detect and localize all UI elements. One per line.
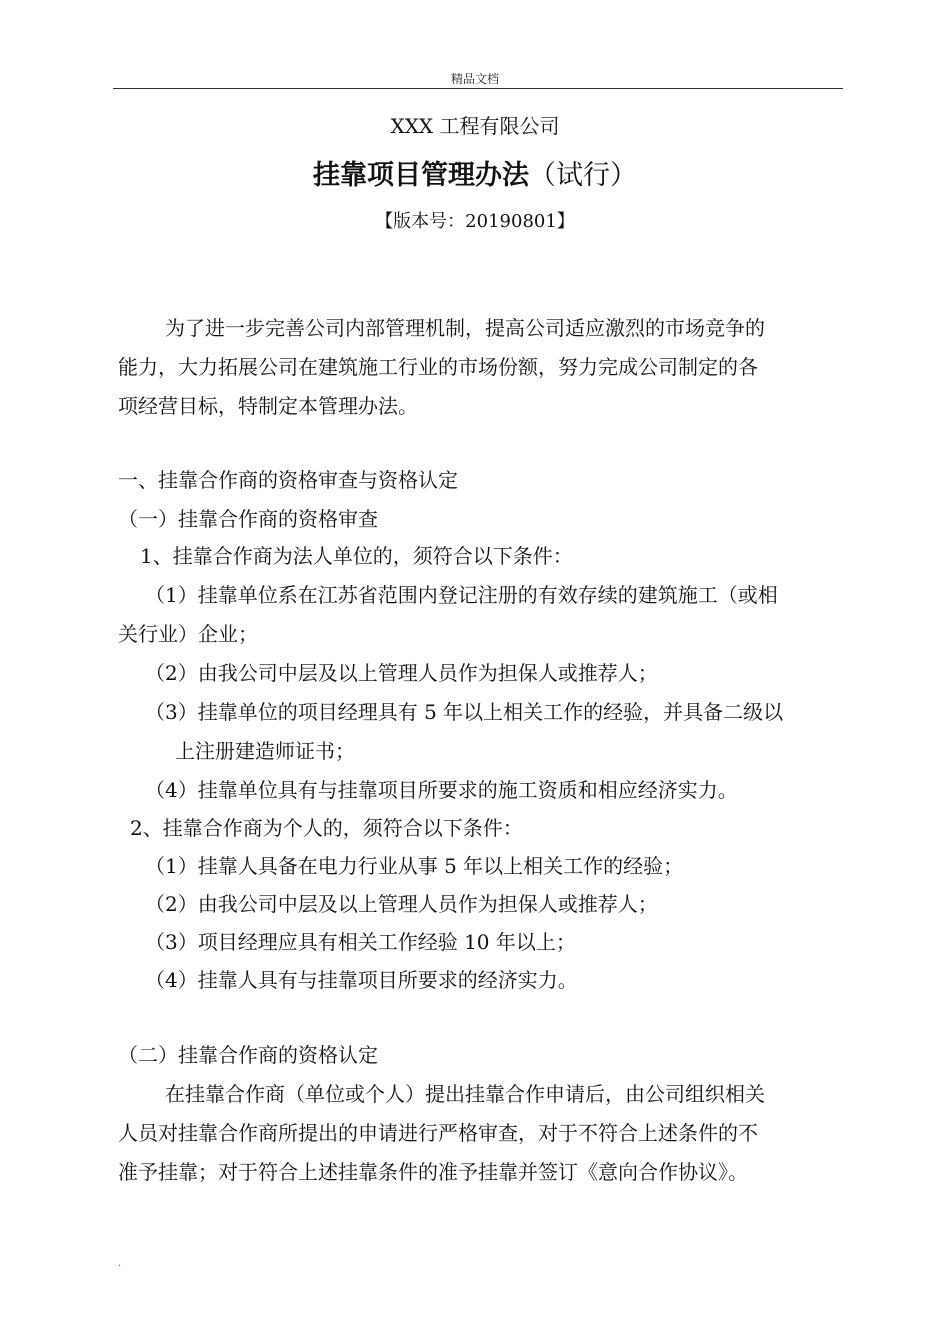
item-2-title: 2、挂靠合作商为个人的，须符合以下条件： xyxy=(130,816,523,840)
document-title xyxy=(0,153,950,192)
title-main: 挂靠项目管理办法 xyxy=(313,160,529,191)
item-2-condition-4: （4）挂靠人具有与挂靠项目所要求的经济实力。 xyxy=(145,968,578,992)
subsection-2-line-3: 准予挂靠；对于符合上述挂靠条件的准予挂靠并签订《意向合作协议》。 xyxy=(118,1160,748,1184)
header-label: 精品文档 xyxy=(450,72,499,86)
intro-line-3: 项经营目标，特制定本管理办法。 xyxy=(118,394,418,418)
subsection-1-title: （一）挂靠合作商的资格审查 xyxy=(118,507,378,531)
subsection-2-line-1: 在挂靠合作商（单位或个人）提出挂靠合作申请后，由公司组织相关 xyxy=(165,1082,765,1106)
item-1-condition-1a: （1）挂靠单位系在江苏省范围内登记注册的有效存续的建筑施工（或相 xyxy=(145,583,778,607)
header-rule xyxy=(113,88,843,89)
item-1-condition-4: （4）挂靠单位具有与挂靠项目所要求的施工资质和相应经济实力。 xyxy=(145,778,738,802)
company-name: XXX 工程有限公司 xyxy=(390,114,560,138)
item-2-condition-3: （3）项目经理应具有相关工作经验 10 年以上； xyxy=(145,930,576,954)
item-1-condition-1b: 关行业）企业； xyxy=(118,622,258,646)
item-1-condition-3a: （3）挂靠单位的项目经理具有 5 年以上相关工作的经验，并具备二级以 xyxy=(145,700,784,724)
item-2-condition-1: （1）挂靠人具备在电力行业从事 5 年以上相关工作的经验； xyxy=(145,854,684,878)
item-1-condition-2: （2）由我公司中层及以上管理人员作为担保人或推荐人； xyxy=(145,661,658,685)
item-1-title: 1、挂靠合作商为法人单位的，须符合以下条件： xyxy=(140,544,573,568)
intro-line-2: 能力，大力拓展公司在建筑施工行业的市场份额，努力完成公司制定的各 xyxy=(118,355,758,379)
footer-dot: . xyxy=(118,1258,122,1269)
item-2-condition-2: （2）由我公司中层及以上管理人员作为担保人或推荐人； xyxy=(145,892,658,916)
version-number: 【版本号：20190801】 xyxy=(375,211,575,232)
intro-line-1: 为了进一步完善公司内部管理机制，提高公司适应激烈的市场竞争的 xyxy=(165,316,765,340)
subsection-2-line-2: 人员对挂靠合作商所提出的申请进行严格审查，对于不符合上述条件的不 xyxy=(118,1121,758,1145)
section-1-title: 一、挂靠合作商的资格审查与资格认定 xyxy=(118,468,458,492)
subsection-2-title: （二）挂靠合作商的资格认定 xyxy=(118,1043,378,1067)
title-paren: （试行） xyxy=(529,160,637,191)
item-1-condition-3b: 上注册建造师证书； xyxy=(175,739,355,763)
